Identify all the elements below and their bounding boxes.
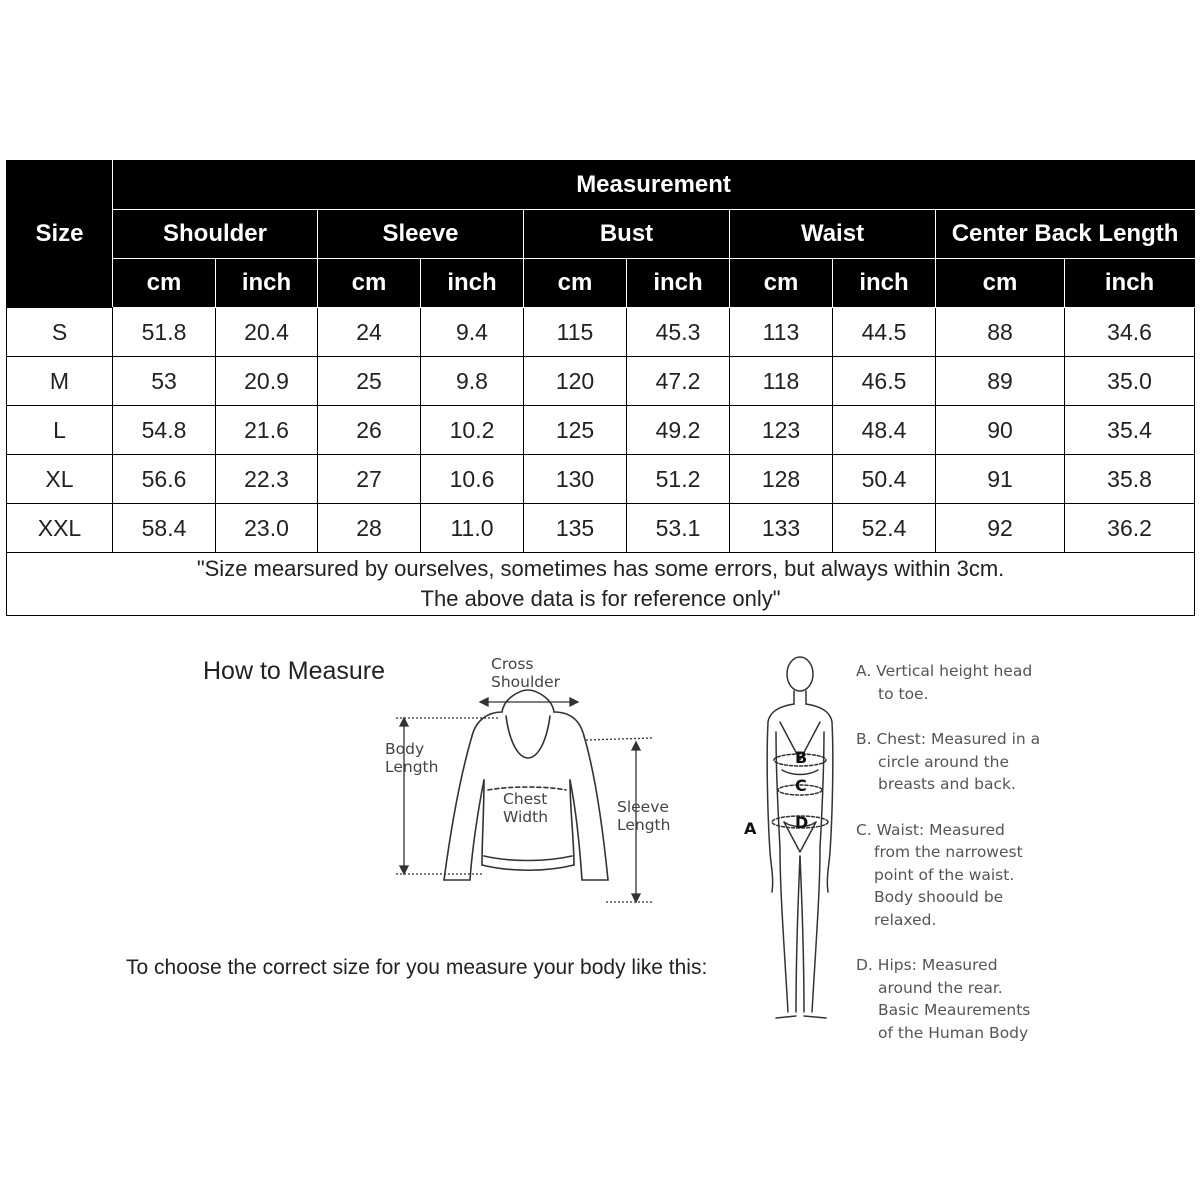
unit-cm-header: cm (730, 259, 833, 308)
bust-header: Bust (524, 210, 730, 259)
marker-d: D (795, 813, 809, 832)
size-cell: M (7, 357, 113, 406)
table-row (7, 308, 1195, 357)
value-cell: 45.3 (627, 308, 730, 357)
body-figure-diagram (746, 652, 856, 1032)
chest-width-label: Chest Width (503, 790, 549, 826)
choose-size-instruction: To choose the correct size for you measure your body like this: (126, 956, 708, 979)
value-cell: 46.5 (833, 357, 936, 406)
table-row (7, 406, 1195, 455)
note-b: B. Chest: Measured in a circle around the breasts and back. (856, 730, 1041, 793)
value-cell: 35.0 (1065, 357, 1195, 406)
value-cell: 25 (318, 357, 421, 406)
value-cell: 118 (730, 357, 833, 406)
value-cell: 135 (524, 504, 627, 553)
value-cell: 44.5 (833, 308, 936, 357)
value-cell: 36.2 (1065, 504, 1195, 553)
value-cell: 128 (730, 455, 833, 504)
table-row (7, 357, 1195, 406)
note-a: A. Vertical height head to toe. (856, 662, 1033, 703)
unit-inch-header: inch (833, 259, 936, 308)
value-cell: 115 (524, 308, 627, 357)
value-cell: 24 (318, 308, 421, 357)
value-cell: 50.4 (833, 455, 936, 504)
body-length-label: Body Length (385, 740, 439, 776)
how-to-measure-title: How to Measure (203, 657, 386, 685)
footnote-line-1: "Size mearsured by ourselves, sometimes has some errors, but always within 3cm. (196, 556, 1005, 581)
value-cell: 20.9 (216, 357, 318, 406)
value-cell: 23.0 (216, 504, 318, 553)
value-cell: 10.6 (421, 455, 524, 504)
value-cell: 21.6 (216, 406, 318, 455)
value-cell: 35.8 (1065, 455, 1195, 504)
value-cell: 51.8 (113, 308, 216, 357)
value-cell: 22.3 (216, 455, 318, 504)
value-cell: 48.4 (833, 406, 936, 455)
unit-inch-header: inch (216, 259, 318, 308)
size-chart-table (6, 160, 1195, 616)
value-cell: 53.1 (627, 504, 730, 553)
center-back-length-header: Center Back Length (936, 210, 1195, 259)
measurement-header: Measurement (113, 161, 1195, 210)
value-cell: 130 (524, 455, 627, 504)
value-cell: 49.2 (627, 406, 730, 455)
value-cell: 47.2 (627, 357, 730, 406)
value-cell: 89 (936, 357, 1065, 406)
table-row (7, 504, 1195, 553)
value-cell: 113 (730, 308, 833, 357)
unit-cm-header: cm (936, 259, 1065, 308)
size-cell: XXL (7, 504, 113, 553)
value-cell: 35.4 (1065, 406, 1195, 455)
unit-inch-header: inch (421, 259, 524, 308)
table-row (7, 455, 1195, 504)
value-cell: 10.2 (421, 406, 524, 455)
waist-header: Waist (730, 210, 936, 259)
unit-inch-header: inch (627, 259, 730, 308)
size-cell: XL (7, 455, 113, 504)
value-cell: 88 (936, 308, 1065, 357)
value-cell: 28 (318, 504, 421, 553)
value-cell: 133 (730, 504, 833, 553)
marker-c: C (795, 776, 807, 795)
sleeve-header: Sleeve (318, 210, 524, 259)
value-cell: 27 (318, 455, 421, 504)
value-cell: 34.6 (1065, 308, 1195, 357)
measurement-notes (856, 660, 1076, 1067)
marker-a: A (744, 819, 757, 838)
unit-cm-header: cm (318, 259, 421, 308)
value-cell: 9.4 (421, 308, 524, 357)
value-cell: 11.0 (421, 504, 524, 553)
value-cell: 26 (318, 406, 421, 455)
unit-cm-header: cm (113, 259, 216, 308)
unit-cm-header: cm (524, 259, 627, 308)
value-cell: 92 (936, 504, 1065, 553)
table-footnote (7, 553, 1195, 616)
value-cell: 125 (524, 406, 627, 455)
footnote-line-2: The above data is for reference only" (420, 586, 781, 611)
value-cell: 53 (113, 357, 216, 406)
value-cell: 90 (936, 406, 1065, 455)
value-cell: 52.4 (833, 504, 936, 553)
note-d: D. Hips: Measured around the rear. Basic Meaurements of the Human Body (856, 956, 1031, 1042)
value-cell: 58.4 (113, 504, 216, 553)
value-cell: 51.2 (627, 455, 730, 504)
shoulder-header: Shoulder (113, 210, 318, 259)
size-cell: S (7, 308, 113, 357)
unit-inch-header: inch (1065, 259, 1195, 308)
value-cell: 56.6 (113, 455, 216, 504)
value-cell: 54.8 (113, 406, 216, 455)
note-c: C. Waist: Measured from the narrowest point of the waist. Body shoould be relaxed. (856, 820, 1023, 929)
size-cell: L (7, 406, 113, 455)
value-cell: 20.4 (216, 308, 318, 357)
marker-b: B (795, 748, 808, 767)
sleeve-length-label: Sleeve Length (617, 798, 671, 834)
value-cell: 120 (524, 357, 627, 406)
value-cell: 123 (730, 406, 833, 455)
value-cell: 9.8 (421, 357, 524, 406)
value-cell: 91 (936, 455, 1065, 504)
size-column-header: Size (7, 161, 113, 308)
cross-shoulder-label: Cross Shoulder (491, 655, 561, 691)
